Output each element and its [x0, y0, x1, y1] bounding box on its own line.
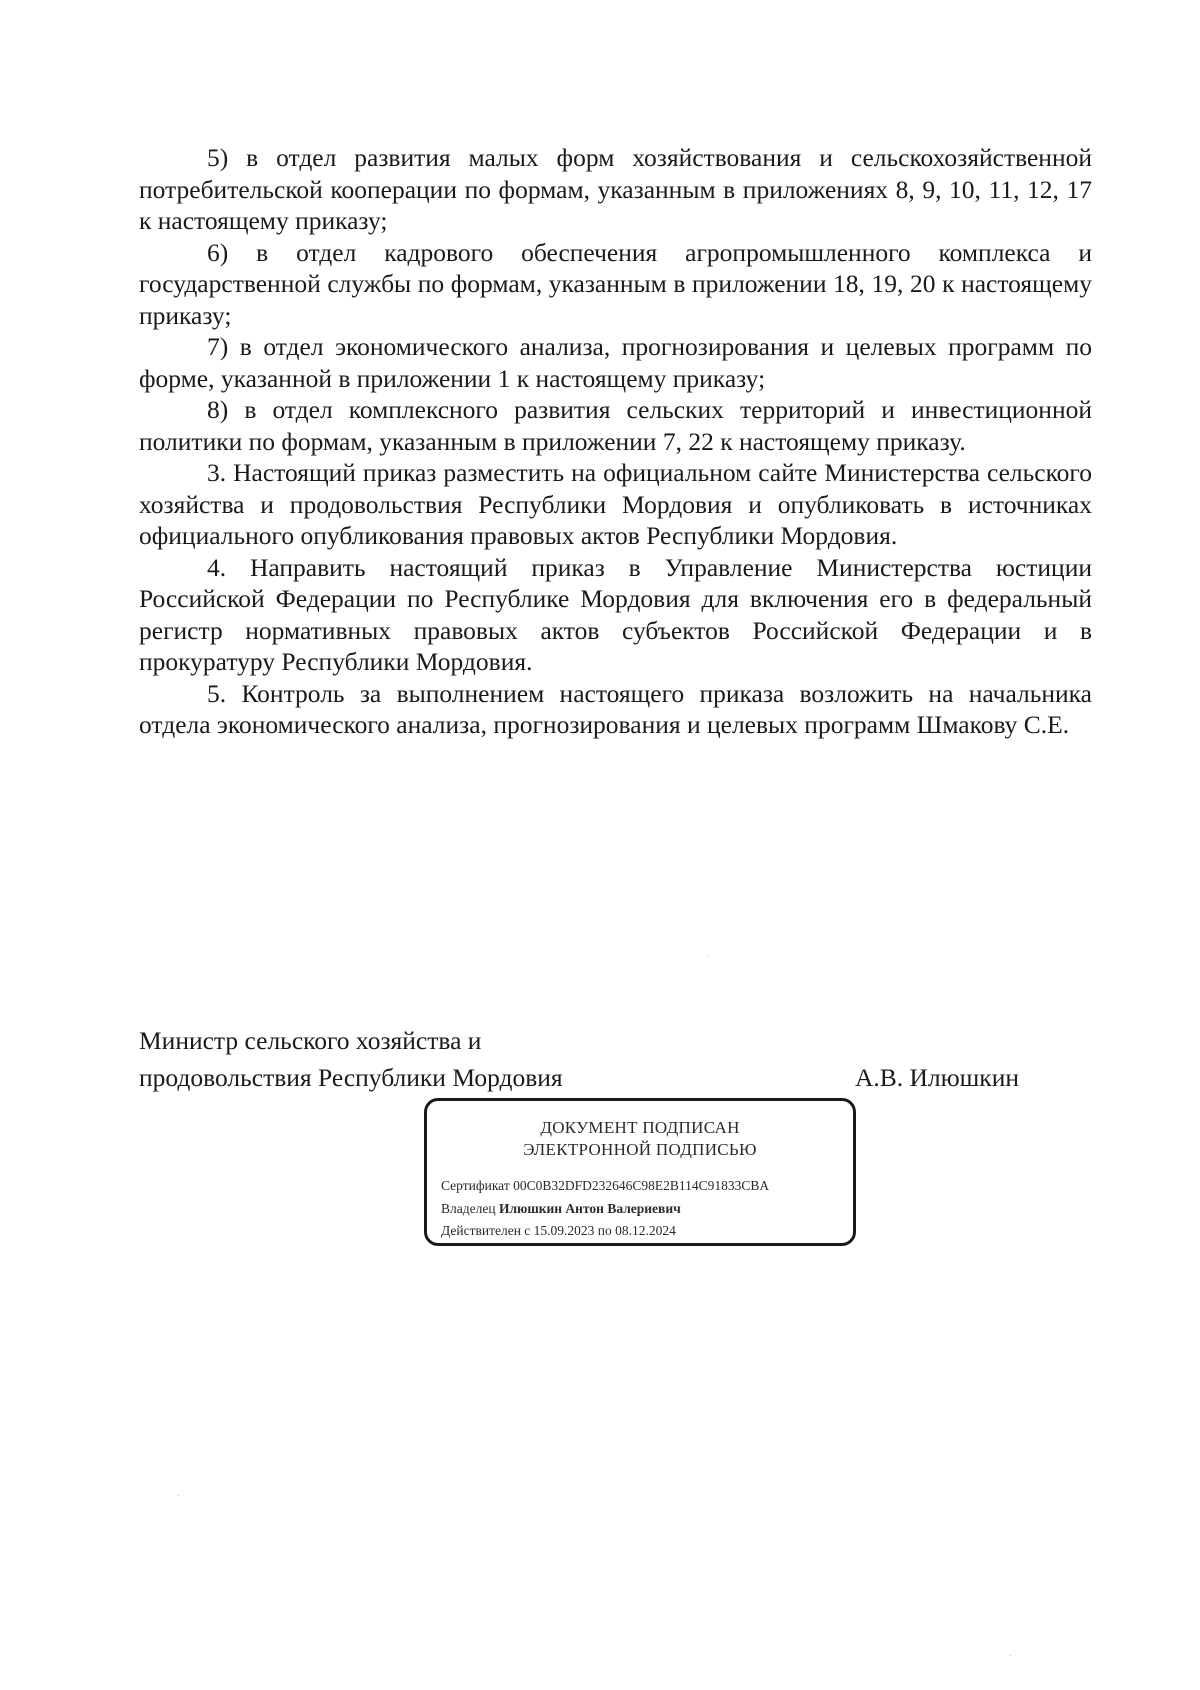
scan-speck [707, 955, 708, 956]
stamp-title-line-2: ЭЛЕКТРОННОЙ ПОДПИСЬЮ [523, 1140, 757, 1159]
stamp-certificate-row [441, 1175, 769, 1198]
scan-speck [1010, 1655, 1011, 1656]
paragraph-item-5: 5) в отдел развития малых форм хозяйствования и сельскохозяйственной потребительской кооперации по формам, указанным в приложениях 8, 9, 10, 11, 12, 17 к настоящему приказу; [139, 143, 1092, 235]
stamp-title-line-1: ДОКУМЕНТ ПОДПИСАН [540, 1118, 740, 1137]
stamp-certificate-label: Сертификат [441, 1178, 510, 1193]
signer-name: А.В. Илюшкин [854, 1063, 1019, 1092]
stamp-title [427, 1117, 853, 1161]
stamp-valid-from: 15.09.2023 [533, 1223, 595, 1238]
stamp-certificate-value: 00C0B32DFD232646C98E2B114C91833CBA [513, 1178, 770, 1193]
paragraph-item-6: 6) в отдел кадрового обеспечения агропромышленного комплекса и государственной службы по формам, указанным в приложении 18, 19, 20 к настоящему приказу; [139, 237, 1092, 330]
paragraph-clause-5: 5. Контроль за выполнением настоящего приказа возложить на начальника отдела экономического анализа, прогнозирования и целевых программ Шмакову С.Е. [139, 678, 1092, 739]
signer-position-line-2: продовольствия Республики Мордовия [139, 1063, 563, 1092]
scan-speck [178, 1495, 179, 1496]
stamp-owner-value: Илюшкин Антон Валериевич [498, 1200, 681, 1216]
paragraph-clause-3: 3. Настоящий приказ разместить на официальном сайте Министерства сельского хозяйства и продовольствия Республики Мордовия и опубликовать в источниках официального опубликования правовых актов Республики Мордовия. [139, 458, 1092, 550]
stamp-validity-row [441, 1220, 769, 1243]
document-body [139, 142, 1092, 741]
stamp-valid-to: 08.12.2024 [615, 1223, 676, 1238]
paragraph-item-7: 7) в отдел экономического анализа, прогнозирования и целевых программ по форме, указанной в приложении 1 к настоящему приказу; [139, 332, 1092, 393]
stamp-owner-label: Владелец [441, 1200, 496, 1216]
stamp-valid-label: Действителен с [441, 1223, 531, 1238]
signature-block [139, 1022, 1019, 1096]
stamp-valid-to-label: по [597, 1223, 612, 1238]
paragraph-clause-4: 4. Направить настоящий приказ в Управление Министерства юстиции Российской Федерации по Республике Мордовия для включения его в федеральный регистр нормативных правовых актов субъектов Российской Федерации и в прокуратуру Республики Мордовия. [139, 552, 1092, 676]
paragraph-item-8: 8) в отдел комплексного развития сельских территорий и инвестиционной политики по формам, указанным в приложении 7, 22 к настоящему приказу. [139, 395, 1092, 456]
electronic-signature-stamp [424, 1098, 856, 1246]
stamp-details [441, 1175, 769, 1243]
signer-position-line-1: Министр сельского хозяйства и [139, 1026, 482, 1055]
stamp-owner-row [441, 1198, 769, 1221]
